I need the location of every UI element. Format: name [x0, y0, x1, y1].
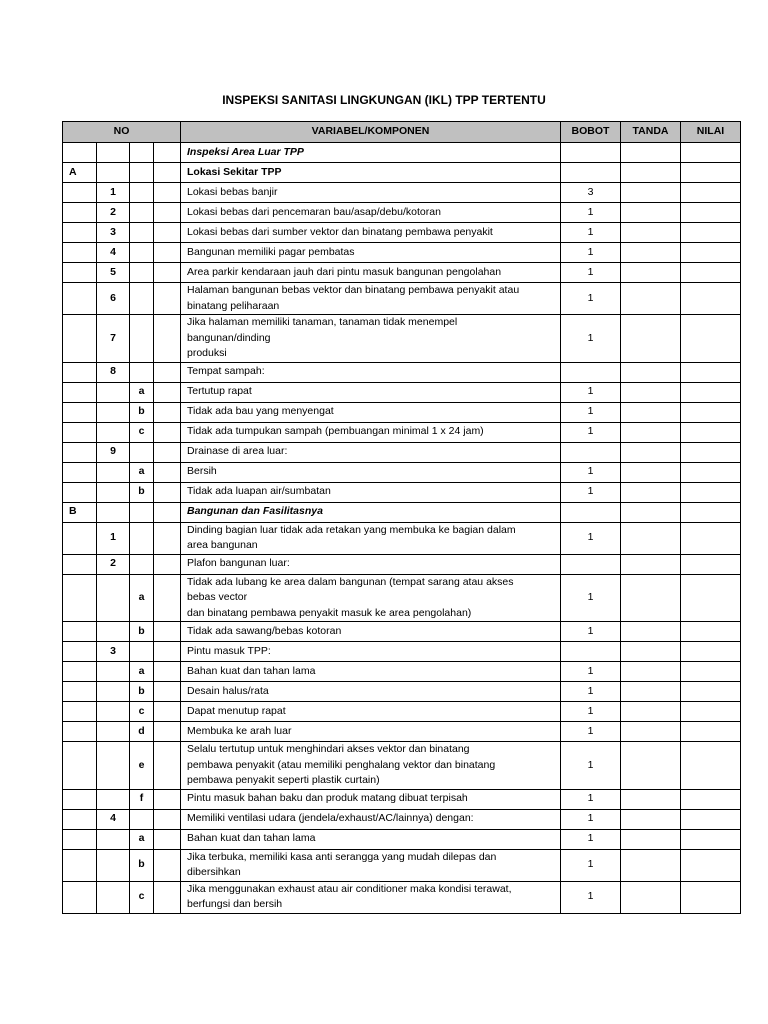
- row-nilai-cell: [681, 382, 741, 402]
- row-tanda-cell: [621, 223, 681, 243]
- row-subitem-letter: [130, 642, 154, 662]
- row-bobot-value: 1: [561, 462, 621, 482]
- row-spacer-cell: [154, 742, 181, 790]
- row-item-number: 7: [97, 315, 130, 363]
- row-nilai-cell: [681, 829, 741, 849]
- table-row: [63, 682, 741, 702]
- row-subitem-letter: c: [130, 881, 154, 913]
- row-section-letter: [63, 849, 97, 881]
- row-nilai-cell: [681, 163, 741, 183]
- table-row: [63, 662, 741, 682]
- row-variable-text: Lokasi bebas dari sumber vektor dan binatang pembawa penyakit: [181, 223, 561, 243]
- row-variable-text: Lokasi Sekitar TPP: [181, 163, 561, 183]
- table-row: [63, 722, 741, 742]
- row-section-letter: [63, 143, 97, 163]
- row-section-letter: [63, 223, 97, 243]
- row-nilai-cell: [681, 362, 741, 382]
- row-nilai-cell: [681, 263, 741, 283]
- row-bobot-value: 1: [561, 223, 621, 243]
- row-section-letter: [63, 283, 97, 315]
- row-nilai-cell: [681, 143, 741, 163]
- table-row: [63, 163, 741, 183]
- row-item-number: [97, 722, 130, 742]
- row-tanda-cell: [621, 809, 681, 829]
- row-variable-text: Memiliki ventilasi udara (jendela/exhaust/AC/lainnya) dengan:: [181, 809, 561, 829]
- row-spacer-cell: [154, 143, 181, 163]
- row-spacer-cell: [154, 642, 181, 662]
- header-bobot: BOBOT: [561, 122, 621, 143]
- table-row: [63, 143, 741, 163]
- row-section-letter: [63, 402, 97, 422]
- row-nilai-cell: [681, 442, 741, 462]
- row-variable-text: Tempat sampah:: [181, 362, 561, 382]
- row-item-number: [97, 462, 130, 482]
- row-tanda-cell: [621, 442, 681, 462]
- row-section-letter: [63, 809, 97, 829]
- row-tanda-cell: [621, 143, 681, 163]
- row-nilai-cell: [681, 789, 741, 809]
- row-variable-text: Pintu masuk bahan baku dan produk matang dibuat terpisah: [181, 789, 561, 809]
- document-title: INSPEKSI SANITASI LINGKUNGAN (IKL) TPP TERTENTU: [222, 93, 546, 107]
- row-variable-text: Bahan kuat dan tahan lama: [181, 662, 561, 682]
- row-tanda-cell: [621, 849, 681, 881]
- row-bobot-value: 1: [561, 829, 621, 849]
- row-section-letter: [63, 462, 97, 482]
- row-section-letter: [63, 243, 97, 263]
- row-item-number: [97, 402, 130, 422]
- row-spacer-cell: [154, 829, 181, 849]
- table-row: [63, 574, 741, 622]
- row-item-number: [97, 662, 130, 682]
- row-item-number: [97, 163, 130, 183]
- row-section-letter: [63, 722, 97, 742]
- table-row: [63, 789, 741, 809]
- row-subitem-letter: [130, 554, 154, 574]
- row-item-number: 1: [97, 183, 130, 203]
- row-tanda-cell: [621, 402, 681, 422]
- row-section-letter: A: [63, 163, 97, 183]
- row-tanda-cell: [621, 163, 681, 183]
- row-bobot-value: 1: [561, 263, 621, 283]
- row-subitem-letter: a: [130, 574, 154, 622]
- row-variable-text: Membuka ke arah luar: [181, 722, 561, 742]
- table-row: [63, 362, 741, 382]
- row-bobot-value: 1: [561, 789, 621, 809]
- row-tanda-cell: [621, 702, 681, 722]
- row-nilai-cell: [681, 662, 741, 682]
- row-subitem-letter: [130, 183, 154, 203]
- row-bobot-value: 1: [561, 402, 621, 422]
- row-subitem-letter: b: [130, 402, 154, 422]
- row-tanda-cell: [621, 263, 681, 283]
- row-tanda-cell: [621, 502, 681, 522]
- row-tanda-cell: [621, 642, 681, 662]
- table-row: [63, 881, 741, 913]
- row-tanda-cell: [621, 682, 681, 702]
- row-item-number: [97, 482, 130, 502]
- row-item-number: 3: [97, 642, 130, 662]
- row-item-number: 6: [97, 283, 130, 315]
- row-subitem-letter: [130, 442, 154, 462]
- row-subitem-letter: b: [130, 622, 154, 642]
- row-bobot-value: [561, 642, 621, 662]
- row-item-number: [97, 143, 130, 163]
- row-item-number: [97, 502, 130, 522]
- row-variable-text: Lokasi bebas banjir: [181, 183, 561, 203]
- row-nilai-cell: [681, 622, 741, 642]
- header-no: NO: [63, 122, 181, 143]
- row-nilai-cell: [681, 502, 741, 522]
- row-bobot-value: 1: [561, 682, 621, 702]
- row-section-letter: [63, 682, 97, 702]
- row-bobot-value: 1: [561, 382, 621, 402]
- row-spacer-cell: [154, 362, 181, 382]
- row-nilai-cell: [681, 223, 741, 243]
- row-variable-text: Bahan kuat dan tahan lama: [181, 829, 561, 849]
- table-row: [63, 382, 741, 402]
- row-section-letter: [63, 442, 97, 462]
- row-subitem-letter: [130, 203, 154, 223]
- row-bobot-value: [561, 442, 621, 462]
- row-item-number: 9: [97, 442, 130, 462]
- row-spacer-cell: [154, 223, 181, 243]
- row-bobot-value: [561, 362, 621, 382]
- row-nilai-cell: [681, 315, 741, 363]
- row-bobot-value: 1: [561, 722, 621, 742]
- row-subitem-letter: a: [130, 829, 154, 849]
- row-section-letter: [63, 622, 97, 642]
- row-section-letter: [63, 203, 97, 223]
- row-spacer-cell: [154, 163, 181, 183]
- table-row: [63, 622, 741, 642]
- row-section-letter: [63, 554, 97, 574]
- row-variable-text: Dinding bagian luar tidak ada retakan yang membuka ke bagian dalam area bangunan: [181, 522, 561, 554]
- table-row: [63, 442, 741, 462]
- table-row: [63, 243, 741, 263]
- row-variable-text: Tertutup rapat: [181, 382, 561, 402]
- row-spacer-cell: [154, 203, 181, 223]
- row-item-number: [97, 682, 130, 702]
- row-bobot-value: 1: [561, 203, 621, 223]
- row-spacer-cell: [154, 522, 181, 554]
- table-row: [63, 829, 741, 849]
- row-subitem-letter: [130, 243, 154, 263]
- row-nilai-cell: [681, 722, 741, 742]
- row-variable-text: Selalu tertutup untuk menghindari akses vektor dan binatang pembawa penyakit (atau memiliki penghalang vektor dan binatang pembawa penyakit seperti plastik curtain): [181, 742, 561, 790]
- table-row: [63, 203, 741, 223]
- row-variable-text: Jika halaman memiliki tanaman, tanaman tidak menempel bangunan/dinding produksi: [181, 315, 561, 363]
- row-nilai-cell: [681, 402, 741, 422]
- row-spacer-cell: [154, 283, 181, 315]
- row-variable-text: Plafon bangunan luar:: [181, 554, 561, 574]
- table-row: [63, 315, 741, 363]
- row-subitem-letter: [130, 263, 154, 283]
- row-spacer-cell: [154, 622, 181, 642]
- row-tanda-cell: [621, 881, 681, 913]
- row-bobot-value: 1: [561, 243, 621, 263]
- row-variable-text: Jika terbuka, memiliki kasa anti serangga yang mudah dilepas dan dibersihkan: [181, 849, 561, 881]
- table-row: [63, 809, 741, 829]
- row-spacer-cell: [154, 382, 181, 402]
- row-section-letter: [63, 829, 97, 849]
- row-section-letter: [63, 642, 97, 662]
- row-subitem-letter: d: [130, 722, 154, 742]
- row-variable-text: Tidak ada tumpukan sampah (pembuangan minimal 1 x 24 jam): [181, 422, 561, 442]
- row-subitem-letter: b: [130, 482, 154, 502]
- table-row: [63, 642, 741, 662]
- row-spacer-cell: [154, 722, 181, 742]
- row-variable-text: Drainase di area luar:: [181, 442, 561, 462]
- row-item-number: 2: [97, 203, 130, 223]
- row-subitem-letter: e: [130, 742, 154, 790]
- row-nilai-cell: [681, 422, 741, 442]
- row-subitem-letter: a: [130, 662, 154, 682]
- table-row: [63, 522, 741, 554]
- row-tanda-cell: [621, 554, 681, 574]
- row-spacer-cell: [154, 462, 181, 482]
- row-nilai-cell: [681, 809, 741, 829]
- row-tanda-cell: [621, 482, 681, 502]
- table-row: [63, 502, 741, 522]
- row-subitem-letter: c: [130, 702, 154, 722]
- row-spacer-cell: [154, 502, 181, 522]
- row-spacer-cell: [154, 243, 181, 263]
- row-variable-text: Pintu masuk TPP:: [181, 642, 561, 662]
- row-bobot-value: 1: [561, 522, 621, 554]
- row-section-letter: [63, 382, 97, 402]
- table-body: [63, 143, 741, 914]
- row-spacer-cell: [154, 809, 181, 829]
- header-tanda: TANDA: [621, 122, 681, 143]
- row-spacer-cell: [154, 574, 181, 622]
- row-nilai-cell: [681, 183, 741, 203]
- row-tanda-cell: [621, 622, 681, 642]
- row-spacer-cell: [154, 554, 181, 574]
- row-bobot-value: 1: [561, 809, 621, 829]
- row-variable-text: Tidak ada sawang/bebas kotoran: [181, 622, 561, 642]
- row-section-letter: [63, 522, 97, 554]
- row-item-number: [97, 702, 130, 722]
- row-bobot-value: 1: [561, 662, 621, 682]
- table-row: [63, 702, 741, 722]
- row-variable-text: Bangunan memiliki pagar pembatas: [181, 243, 561, 263]
- row-variable-text: Dapat menutup rapat: [181, 702, 561, 722]
- row-spacer-cell: [154, 263, 181, 283]
- row-section-letter: [63, 422, 97, 442]
- row-item-number: [97, 382, 130, 402]
- row-tanda-cell: [621, 829, 681, 849]
- row-bobot-value: 1: [561, 742, 621, 790]
- row-section-letter: [63, 789, 97, 809]
- row-subitem-letter: b: [130, 682, 154, 702]
- row-item-number: 1: [97, 522, 130, 554]
- row-nilai-cell: [681, 482, 741, 502]
- row-item-number: 3: [97, 223, 130, 243]
- row-item-number: 4: [97, 243, 130, 263]
- row-item-number: 4: [97, 809, 130, 829]
- row-variable-text: Desain halus/rata: [181, 682, 561, 702]
- row-bobot-value: [561, 502, 621, 522]
- row-spacer-cell: [154, 442, 181, 462]
- table-row: [63, 422, 741, 442]
- row-bobot-value: 1: [561, 315, 621, 363]
- table-row: [63, 263, 741, 283]
- row-tanda-cell: [621, 362, 681, 382]
- row-variable-text: Area parkir kendaraan jauh dari pintu masuk bangunan pengolahan: [181, 263, 561, 283]
- row-spacer-cell: [154, 183, 181, 203]
- row-item-number: [97, 829, 130, 849]
- row-spacer-cell: [154, 662, 181, 682]
- row-section-letter: [63, 881, 97, 913]
- row-item-number: [97, 881, 130, 913]
- row-section-letter: [63, 702, 97, 722]
- header-nilai: NILAI: [681, 122, 741, 143]
- row-bobot-value: [561, 554, 621, 574]
- row-nilai-cell: [681, 243, 741, 263]
- row-subitem-letter: [130, 809, 154, 829]
- row-section-letter: [63, 742, 97, 790]
- table-row: [63, 742, 741, 790]
- row-bobot-value: [561, 163, 621, 183]
- row-tanda-cell: [621, 183, 681, 203]
- row-tanda-cell: [621, 574, 681, 622]
- row-nilai-cell: [681, 554, 741, 574]
- row-item-number: [97, 789, 130, 809]
- table-header-row: [63, 122, 741, 143]
- row-section-letter: [63, 362, 97, 382]
- row-nilai-cell: [681, 642, 741, 662]
- row-item-number: [97, 849, 130, 881]
- row-tanda-cell: [621, 742, 681, 790]
- row-spacer-cell: [154, 402, 181, 422]
- row-subitem-letter: [130, 522, 154, 554]
- table-row: [63, 183, 741, 203]
- header-variabel: VARIABEL/KOMPONEN: [181, 122, 561, 143]
- row-bobot-value: 1: [561, 574, 621, 622]
- row-variable-text: Tidak ada lubang ke area dalam bangunan (tempat sarang atau akses bebas vector dan binatang pembawa penyakit masuk ke area pengolahan): [181, 574, 561, 622]
- row-nilai-cell: [681, 203, 741, 223]
- row-nilai-cell: [681, 849, 741, 881]
- row-section-letter: [63, 574, 97, 622]
- row-variable-text: Tidak ada bau yang menyengat: [181, 402, 561, 422]
- row-variable-text: Lokasi bebas dari pencemaran bau/asap/debu/kotoran: [181, 203, 561, 223]
- row-tanda-cell: [621, 722, 681, 742]
- row-bobot-value: 1: [561, 283, 621, 315]
- row-item-number: 8: [97, 362, 130, 382]
- row-subitem-letter: [130, 223, 154, 243]
- row-section-letter: [63, 662, 97, 682]
- row-subitem-letter: b: [130, 849, 154, 881]
- row-subitem-letter: c: [130, 422, 154, 442]
- inspection-table: [62, 121, 741, 914]
- row-item-number: [97, 574, 130, 622]
- row-tanda-cell: [621, 243, 681, 263]
- row-bobot-value: 1: [561, 482, 621, 502]
- table-row: [63, 462, 741, 482]
- row-variable-text: Jika menggunakan exhaust atau air conditioner maka kondisi terawat, berfungsi dan bersih: [181, 881, 561, 913]
- row-bobot-value: 3: [561, 183, 621, 203]
- row-nilai-cell: [681, 522, 741, 554]
- row-section-letter: [63, 315, 97, 363]
- row-tanda-cell: [621, 203, 681, 223]
- row-variable-text: Inspeksi Area Luar TPP: [181, 143, 561, 163]
- row-subitem-letter: a: [130, 382, 154, 402]
- row-spacer-cell: [154, 881, 181, 913]
- table-row: [63, 554, 741, 574]
- row-variable-text: Halaman bangunan bebas vektor dan binatang pembawa penyakit atau binatang peliharaan: [181, 283, 561, 315]
- row-spacer-cell: [154, 682, 181, 702]
- row-nilai-cell: [681, 574, 741, 622]
- row-bobot-value: 1: [561, 849, 621, 881]
- row-tanda-cell: [621, 315, 681, 363]
- table-row: [63, 402, 741, 422]
- row-bobot-value: [561, 143, 621, 163]
- row-bobot-value: 1: [561, 702, 621, 722]
- row-item-number: [97, 742, 130, 790]
- table-row: [63, 482, 741, 502]
- row-item-number: [97, 622, 130, 642]
- row-bobot-value: 1: [561, 422, 621, 442]
- row-tanda-cell: [621, 462, 681, 482]
- row-nilai-cell: [681, 702, 741, 722]
- row-spacer-cell: [154, 482, 181, 502]
- row-subitem-letter: f: [130, 789, 154, 809]
- row-tanda-cell: [621, 422, 681, 442]
- row-tanda-cell: [621, 283, 681, 315]
- row-variable-text: Tidak ada luapan air/sumbatan: [181, 482, 561, 502]
- row-spacer-cell: [154, 702, 181, 722]
- row-tanda-cell: [621, 382, 681, 402]
- row-tanda-cell: [621, 789, 681, 809]
- row-subitem-letter: [130, 315, 154, 363]
- row-section-letter: [63, 263, 97, 283]
- row-section-letter: [63, 482, 97, 502]
- row-nilai-cell: [681, 881, 741, 913]
- row-subitem-letter: [130, 143, 154, 163]
- row-bobot-value: 1: [561, 622, 621, 642]
- row-spacer-cell: [154, 315, 181, 363]
- row-subitem-letter: [130, 362, 154, 382]
- table-row: [63, 849, 741, 881]
- row-item-number: 2: [97, 554, 130, 574]
- row-spacer-cell: [154, 422, 181, 442]
- row-section-letter: B: [63, 502, 97, 522]
- row-spacer-cell: [154, 849, 181, 881]
- row-section-letter: [63, 183, 97, 203]
- row-tanda-cell: [621, 522, 681, 554]
- row-subitem-letter: a: [130, 462, 154, 482]
- row-subitem-letter: [130, 163, 154, 183]
- row-variable-text: Bangunan dan Fasilitasnya: [181, 502, 561, 522]
- row-nilai-cell: [681, 682, 741, 702]
- row-subitem-letter: [130, 283, 154, 315]
- row-spacer-cell: [154, 789, 181, 809]
- row-nilai-cell: [681, 742, 741, 790]
- row-tanda-cell: [621, 662, 681, 682]
- table-row: [63, 283, 741, 315]
- row-nilai-cell: [681, 283, 741, 315]
- row-item-number: [97, 422, 130, 442]
- row-bobot-value: 1: [561, 881, 621, 913]
- row-variable-text: Bersih: [181, 462, 561, 482]
- row-nilai-cell: [681, 462, 741, 482]
- row-item-number: 5: [97, 263, 130, 283]
- row-subitem-letter: [130, 502, 154, 522]
- table-row: [63, 223, 741, 243]
